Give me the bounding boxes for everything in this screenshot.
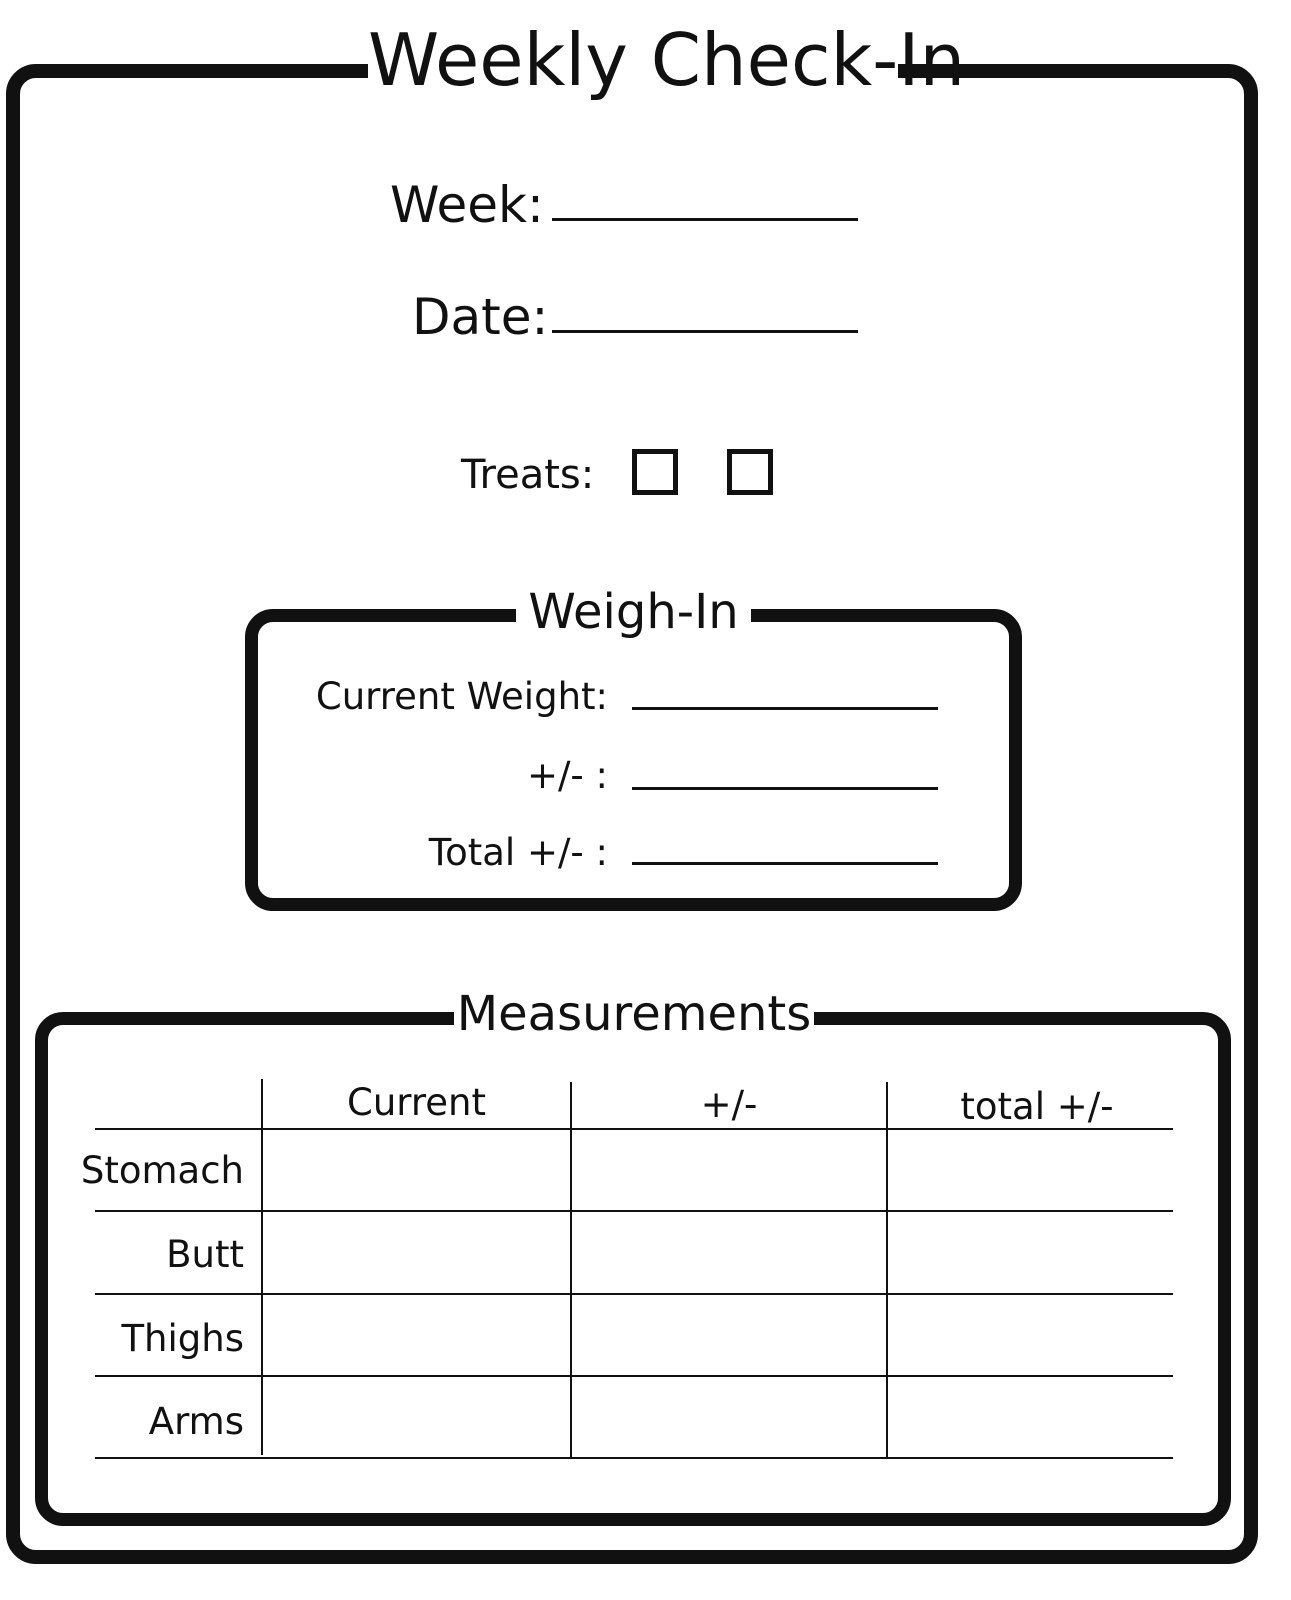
weigh-in-frame [245,609,1022,911]
row-label-stomach: Stomach [80,1149,244,1192]
cell-butt-change[interactable] [572,1212,886,1293]
cell-arms-total-change[interactable] [888,1377,1173,1457]
cell-thighs-current[interactable] [263,1295,570,1375]
column-header-change: +/- [700,1083,758,1126]
cell-arms-current[interactable] [263,1377,570,1457]
column-header-current: Current [347,1081,486,1124]
treats-label: Treats: [461,452,595,498]
current-weight-field[interactable] [632,707,938,710]
cell-thighs-total-change[interactable] [888,1295,1173,1375]
cell-stomach-current[interactable] [263,1130,570,1210]
week-label: Week: [390,176,544,234]
change-label: +/- : [526,754,608,797]
change-field[interactable] [632,787,938,790]
date-field[interactable] [552,330,858,333]
row-label-butt: Butt [166,1233,244,1276]
current-weight-label: Current Weight: [315,675,608,718]
measurements-title: Measurements [454,990,814,1050]
page-title: Weekly Check-In [368,18,966,102]
weigh-in-title: Weigh-In [516,588,751,648]
week-field[interactable] [552,218,858,221]
total-change-field[interactable] [632,862,938,865]
treat-checkbox-1[interactable] [632,449,678,495]
cell-stomach-change[interactable] [572,1130,886,1210]
cell-butt-total-change[interactable] [888,1212,1173,1293]
row-label-arms: Arms [148,1400,244,1443]
column-header-total-change: total +/- [960,1085,1114,1128]
treat-checkbox-2[interactable] [727,449,773,495]
cell-thighs-change[interactable] [572,1295,886,1375]
date-label: Date: [412,288,549,346]
cell-arms-change[interactable] [572,1377,886,1457]
cell-butt-current[interactable] [263,1212,570,1293]
row-label-thighs: Thighs [121,1317,244,1360]
total-change-label: Total +/- : [428,831,608,874]
table-rule [95,1457,1173,1459]
cell-stomach-total-change[interactable] [888,1130,1173,1210]
